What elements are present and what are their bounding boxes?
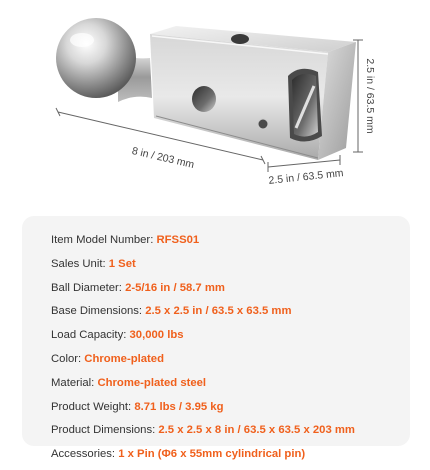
spec-row-color — [51, 351, 355, 375]
spec-value: 30,000 lbs — [129, 329, 184, 342]
spec-value: 8.71 lbs / 3.95 kg — [134, 400, 224, 413]
spec-value: RFSS01 — [156, 234, 200, 246]
set-screw-icon — [258, 119, 268, 129]
spec-value: 1 Set — [108, 257, 136, 270]
spec-value: 1 x Pin (Φ6 x 55mm cylindrical pin) — [118, 448, 306, 461]
spec-label: Product Dimensions: — [51, 424, 159, 437]
spec-label: Ball Diameter: — [51, 281, 126, 294]
product-image-area — [0, 0, 430, 215]
height-dimension-label: 2.5 in / 63.5 mm — [364, 58, 376, 134]
shank-body — [150, 26, 356, 160]
spec-value: 2.5 x 2.5 x 8 in / 63.5 x 63.5 x 203 mm — [158, 424, 355, 437]
spec-label: Color: — [51, 352, 85, 365]
spec-value: 2.5 x 2.5 in / 63.5 x 63.5 mm — [145, 305, 292, 318]
spec-row-ball-diameter — [51, 280, 355, 304]
spec-row-model-number — [51, 232, 355, 256]
width-dimension-label: 2.5 in / 63.5 mm — [267, 167, 345, 187]
spec-row-load-capacity — [51, 327, 355, 351]
spec-label: Material: — [51, 376, 98, 389]
spec-value: Chrome-plated steel — [97, 376, 207, 389]
top-pin-hole — [231, 34, 249, 44]
spec-row-accessories — [51, 446, 355, 470]
spec-label: Sales Unit: — [51, 257, 109, 270]
spec-row-base-dimensions — [51, 303, 355, 327]
spec-label: Item Model Number: — [51, 234, 157, 246]
spec-row-product-dimensions — [51, 422, 355, 446]
specifications-list — [51, 232, 355, 470]
spec-row-product-weight — [51, 399, 355, 423]
spec-label: Accessories: — [51, 448, 119, 461]
spec-label: Base Dimensions: — [51, 305, 146, 318]
length-dimension-label: 8 in / 203 mm — [130, 144, 196, 172]
spec-row-material — [51, 375, 355, 399]
receiver-opening — [288, 69, 322, 142]
side-pin-hole — [192, 86, 216, 112]
spec-value: Chrome-plated — [84, 352, 164, 365]
spec-label: Load Capacity: — [51, 329, 130, 342]
spec-label: Product Weight: — [51, 400, 135, 413]
hitch-ball — [56, 18, 152, 102]
spec-value: 2-5/16 in / 58.7 mm — [125, 281, 225, 294]
spec-row-sales-unit — [51, 256, 355, 280]
